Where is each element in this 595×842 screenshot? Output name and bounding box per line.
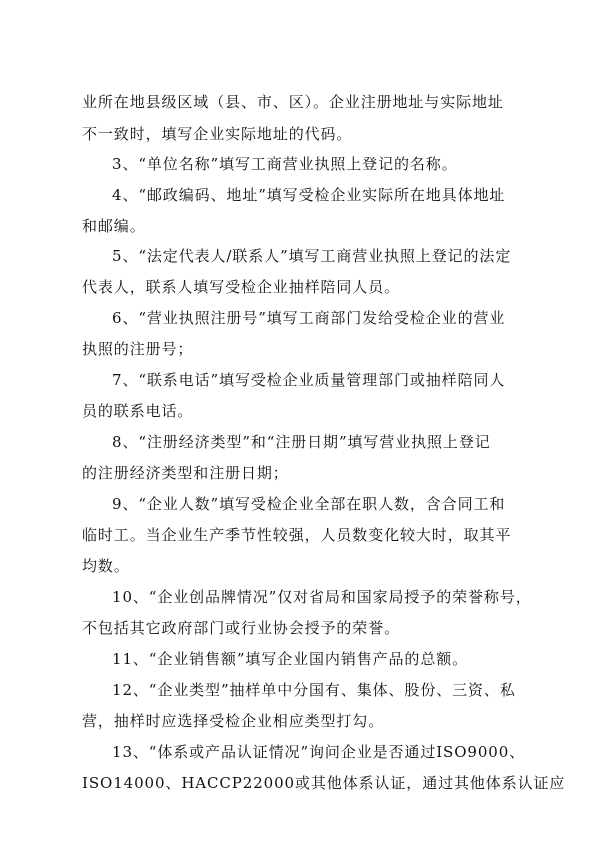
line-text: 代表人，联系人填写受检企业抽样陪同人员。 <box>82 278 401 296</box>
line-text: 和邮编。 <box>82 217 146 235</box>
line-text: 7、“联系电话”填写受检企业质量管理部门或抽样陪同人 <box>112 371 506 389</box>
item-4 <box>112 185 595 205</box>
line-text: 5、“法定代表人/联系人”填写工商营业执照上登记的法定 <box>112 247 512 265</box>
text-line <box>82 92 595 112</box>
line-text: 营，抽样时应选择受检企业相应类型打勾。 <box>82 712 385 730</box>
line-text: 的注册经济类型和注册日期； <box>82 464 289 482</box>
text-line <box>82 525 595 545</box>
item-5 <box>112 246 595 266</box>
line-text: 执照的注册号； <box>82 340 194 358</box>
line-text: 11、“企业销售额”填写企业国内销售产品的总额。 <box>112 650 469 668</box>
line-text: 10、“企业创品牌情况”仅对省局和国家局授予的荣誉称号， <box>112 588 532 606</box>
line-text: 6、“营业执照注册号”填写工商部门发给受检企业的营业 <box>112 309 506 327</box>
text-line <box>82 773 595 793</box>
line-text: 13、“体系或产品认证情况”询问企业是否通过ISO9000、 <box>112 743 526 761</box>
text-line <box>82 339 595 359</box>
item-3 <box>112 154 595 174</box>
line-text: 3、“单位名称”填写工商营业执照上登记的名称。 <box>112 155 458 173</box>
item-8 <box>112 432 595 452</box>
line-text: 9、“企业人数”填写受检企业全部在职人数，含合同工和 <box>112 495 506 513</box>
item-9 <box>112 494 595 514</box>
line-text: 4、“邮政编码、地址”填写受检企业实际所在地具体地址 <box>112 186 506 204</box>
line-text: 员的联系电话。 <box>82 402 194 420</box>
item-11 <box>112 649 595 669</box>
item-6 <box>112 308 595 328</box>
item-13 <box>112 742 595 762</box>
line-text: 临时工。当企业生产季节性较强，人员数变化较大时，取其平 <box>82 526 512 544</box>
text-line <box>82 277 595 297</box>
line-text: 12、“企业类型”抽样单中分国有、集体、股份、三资、私 <box>112 681 516 699</box>
line-text: 8、“注册经济类型”和“注册日期”填写营业执照上登记 <box>112 433 491 451</box>
text-line <box>82 711 595 731</box>
text-line <box>82 124 595 144</box>
text-line <box>82 556 595 576</box>
line-text: 不包括其它政府部门或行业协会授予的荣誉。 <box>82 619 401 637</box>
item-7 <box>112 370 595 390</box>
text-line <box>82 463 595 483</box>
line-text: 业所在地县级区域（县、市、区）。企业注册地址与实际地址 <box>82 93 504 111</box>
text-line <box>82 216 595 236</box>
text-line <box>82 618 595 638</box>
line-text: 不一致时，填写企业实际地址的代码。 <box>82 125 353 143</box>
line-text: 均数。 <box>82 557 130 575</box>
item-10 <box>112 587 595 607</box>
line-text: ISO14000、HACCP22000或其他体系认证，通过其他体系认证应 <box>82 774 566 792</box>
text-line <box>82 401 595 421</box>
item-12 <box>112 680 595 700</box>
